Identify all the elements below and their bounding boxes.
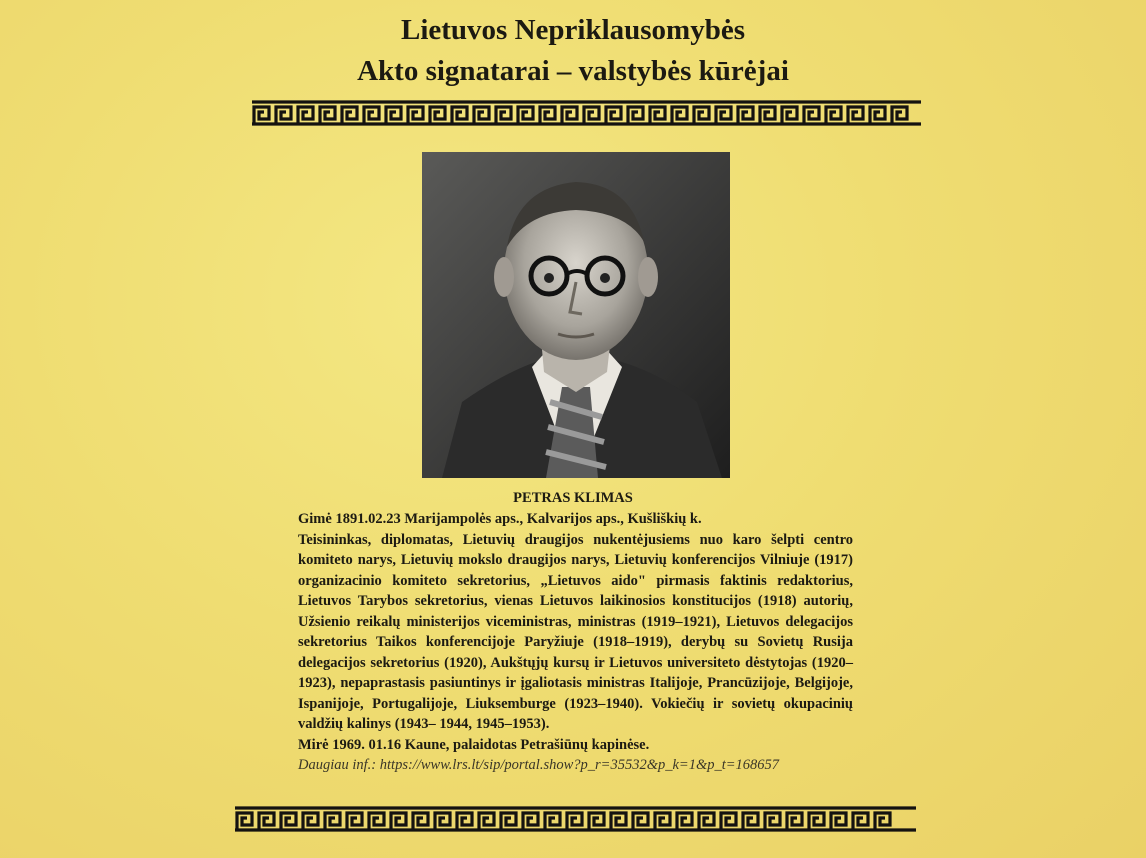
biography-text: Teisininkas, diplomatas, Lietuvių draugijos nukentėjusiems nuo karo šelpti centro komiteto narys, Lietuvių mokslo draugijos narys, Lietuvių konferencijos Vilniuje (1917) organizacinio komiteto sekretorius, „Lietuvos aido" pirmasis faktinis redaktorius, Lietuvos Tarybos sekretorius, vienas Lietuvos laikinosios konstitucijos (1918) autorių, Užsienio reikalų ministerijos viceministras, ministras (1919–1921), Lietuvos delegacijos sekretorius Taikos konferencijoje Paryžiuje (1918–1919), derybų su Sovietų Rusija delegacijos sekretorius (1920), Aukštųjų kursų ir Lietuvos universiteto dėstytojas (1920– 1923), nepaprastasis pasiuntinys ir įgaliotasis ministras Italijoje, Prancūzijoje, Belgijoje, Ispanijoje, Portugalijoje, Liuksemburge (1923–1940). Vokiečių ir sovietų okupacinių valdžių kalinys (1943– 1944, 1945–1953). <box>298 531 853 732</box>
page-title-line-1: Lietuvos Nepriklausomybės <box>400 14 745 46</box>
death-info: Mirė 1969. 01.16 Kaune, palaidotas Petrašiūnų kapinėse. <box>298 736 650 753</box>
portrait-photo <box>422 152 730 478</box>
page-title-line-2: Akto signatarai – valstybės kūrėjai <box>357 55 789 87</box>
greek-key-border-bottom <box>235 806 916 832</box>
biography <box>298 509 853 776</box>
person-name: PETRAS KLIMAS <box>513 490 633 506</box>
greek-key-border-top <box>252 100 921 126</box>
birth-info: Gimė 1891.02.23 Marijampolės aps., Kalvarijos aps., Kušliškių k. <box>298 511 702 527</box>
greek-key-pattern <box>252 102 921 124</box>
greek-key-pattern <box>235 808 916 830</box>
more-info-link[interactable]: Daugiau inf.: https://www.lrs.lt/sip/portal.show?p_r=35532&p_k=1&p_t=168657 <box>298 757 780 773</box>
